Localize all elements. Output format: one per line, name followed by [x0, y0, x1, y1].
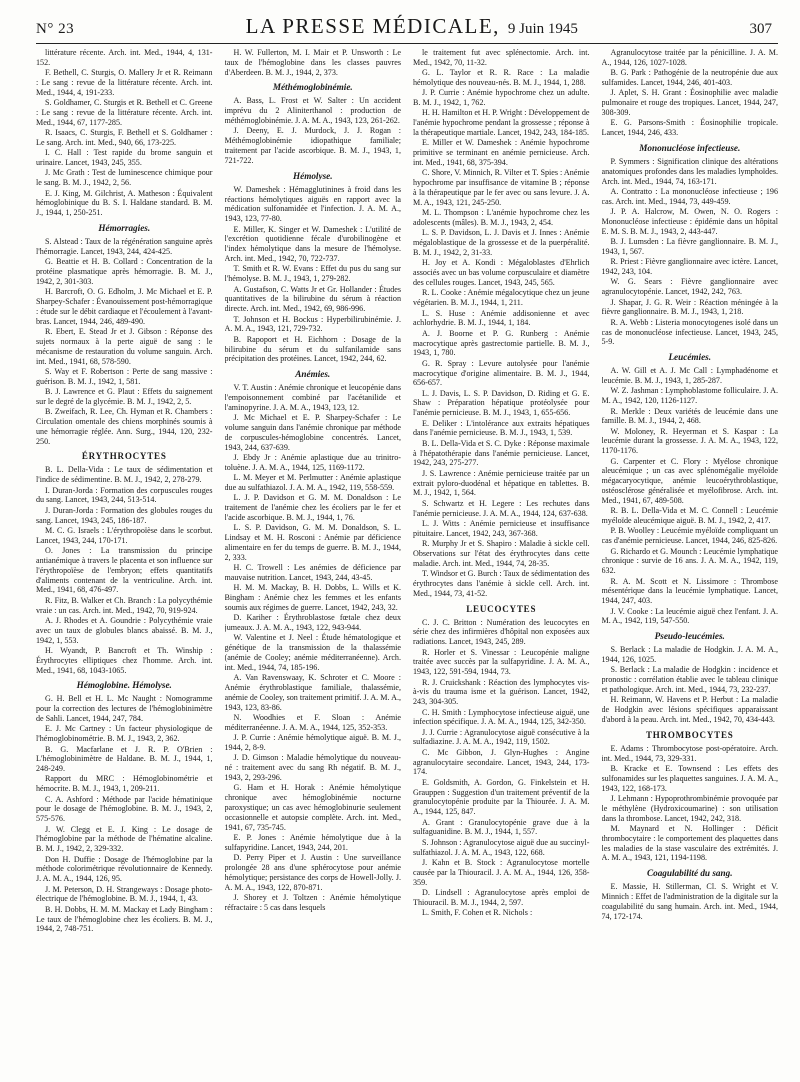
section-heading: Pseudo-leucémies.	[654, 631, 725, 642]
column-3	[413, 48, 590, 1078]
bibliography-entry: B. J. Lumsden : La fièvre ganglionnaire. B. M. J., 1943, 1, 567.	[601, 237, 778, 256]
bibliography-entry: J. Kahn et B. Stock : Agranulocytose mortelle causée par la Thiouracil. J. A. M. A., 1944, 126, 358-359.	[413, 857, 590, 887]
section-heading: LEUCOCYTES	[466, 603, 537, 614]
bibliography-entry: S. Goldhamer, C. Sturgis et R. Bethell et C. Greene : Le sang : revue de la littérature récente. Arch. int. Med., 1944, 67, 1177-285.	[36, 98, 213, 127]
bibliography-entry: A. Gustafson, C. Watts Jr et Gr. Hollander : Études quantitatives de la bilirubine du sérum à réaction directe. Arch. int. Med., 1942, 69, 986-996.	[224, 284, 401, 314]
bibliography-entry: A. Contratto : La mononucléose infectieuse ; 196 cas. Arch. int. Med., 1944, 73, 449-459.	[601, 186, 778, 206]
bibliography-entry: S. Johnson : Agranulocytose aiguë due au succinyl-sulfathiazol. J. A. M. A., 1943, 122, 668.	[413, 837, 590, 857]
bibliography-entry: C. J. C. Britton : Numération des leucocytes en série chez des infirmières d'hôpital non exposées aux radiations. Lancet, 1943, 245, 289.	[413, 617, 590, 647]
bibliography-entry: L. J. P. Davidson et G. M. M. Donaldson : Le traitement de l'anémie chez les écoliers par le fer et l'acide ascorbique. B. M. J., 1944, 1, 76.	[224, 493, 401, 522]
bibliography-entry: B. G. Macfarlane et J. R. P. O'Brien : L'hémoglobinimètre de Haldane. B. M. J., 1944, 1, 248-249.	[36, 744, 213, 774]
bibliography-entry: H. Reimann, W. Havens et P. Herbut : La maladie de Hodgkin avec lésions spécifiques apparaissant d'abord à la peau. Arch. int. Med., 1942, 70, 434-443.	[601, 695, 778, 725]
bibliography-entry: E. G. Parsons-Smith : Éosinophilie tropicale. Lancet, 1944, 246, 433.	[601, 118, 778, 138]
bibliography-entry: S. Berlack : La maladie de Hodgkin : incidence et pronostic : corrélation établie avec le tableau clinique et pathologique. Arch. int. Med., 1944, 73, 232-237.	[601, 665, 778, 695]
bibliography-entry: B. Zweifach, R. Lee, Ch. Hyman et R. Chambers : Circulation omentale des chiens morphinés soumis à une hémorragie réglée. Ann. Surg., 1944, 120, 232-250.	[36, 407, 213, 446]
bibliography-entry: J. Mc Michael et E. P. Sharpey-Schafer : Le volume sanguin dans l'anémie chronique par méthode de corpuscules-hémoglobine concentrés. Lancet, 1943, 244, 637-639.	[224, 413, 401, 452]
bibliography-entry: E. J. King, M. Gilchrist, A. Matheson : Équivalent hémoglobinique du B. S. I. Haldane standard. B. M. J., 1944, 1, 250-251.	[36, 188, 213, 218]
bibliography-entry: V. T. Austin : Anémie chronique et leucopénie dans l'empoisonnement combiné par l'acétanilide et l'aminopyrine. J. A. M. A., 1943, 123, 12.	[224, 383, 401, 412]
bibliography-entry: littérature récente. Arch. int. Med., 1944, 4, 131-152.	[36, 48, 213, 67]
bibliography-entry: E. J. Mc Cartney : Un facteur physiologique de l'hémoglobinométrie. B. M. J., 1943, 2, 362.	[36, 724, 213, 744]
bibliography-entry: C. A. Ashford : Méthode par l'acide hématinique pour le dosage de l'hémoglobine. B. M. J., 1943, 2, 575-576.	[36, 794, 213, 824]
bibliography-entry: H. Joy et A. Kondi : Mégaloblastes d'Ehrlich associés avec un bas volume corpusculaire et diamètre des cellules rouges. Lancet, 1943, 245, 565.	[413, 258, 590, 288]
bibliography-entry: J. J. Currie : Agranulocytose aiguë consécutive à la sulfadiazine. J. A. M. A., 1942, 119, 1502.	[413, 727, 590, 747]
bibliography-entry: J. S. Lawrence : Anémie pernicieuse traitée par un extrait pyloro-duodénal et hépatique en tablettes. B. M. J., 1942, 1, 564.	[413, 468, 590, 498]
bibliography-entry: J. D. Gimson : Maladie hémolytique du nouveau-né : traitement avec du sang Rh négatif. B. M. J., 1943, 2, 293-296.	[224, 753, 401, 782]
bibliography-entry: J. Aplet, S. H. Grant : Éosinophilie avec maladie pulmonaire et rouge des tropiques. Lancet, 1944, 247, 308-309.	[601, 88, 778, 117]
bibliography-entry: R. J. Cruickshank : Réaction des lymphocytes vis-à-vis du trauma isme et la guérison. Lancet, 1942, 243, 304-305.	[413, 677, 590, 707]
bibliography-entry: B. H. Dobbs, H. M. M. Mackay et Lady Bingham : Le taux de l'hémoglobine chez les écoliers. B. M. J., 1944, 2, 748-751.	[36, 904, 213, 934]
bibliography-entry: A. Van Ravenswaay, K. Schroter et C. Moore : Anémie érythroblastique familiale, thalassémie, anémie de Cooley, son traitement primitif. J. A. M. A., 1943, 123, 83-86.	[224, 673, 401, 712]
bibliography-entry: B. G. Park : Pathogénie de la neutropénie due aux sulfamides. Lancet, 1944, 246, 401-403.	[601, 68, 778, 87]
bibliography-entry: M. L. Thompson : L'anémie hypochrome chez les adolescents (mâles). B. M. J., 1943, 2, 454.	[413, 208, 590, 228]
section-heading: Coagulabilité du sang.	[646, 868, 733, 879]
bibliography-entry: R. Priest : Fièvre ganglionnaire avec ictère. Lancet, 1942, 243, 104.	[601, 257, 778, 277]
section-heading: Hémoglobine. Hémolyse.	[76, 680, 172, 691]
bibliography-entry: I. Duran-Jorda : Formation des corpuscules rouges du sang. Lancet, 1943, 244, 513-514.	[36, 485, 213, 505]
section-heading: ÉRYTHROCYTES	[81, 451, 167, 462]
bibliography-entry: H. C. Trowell : Les anémies de déficience par mauvaise nutrition. Lancet, 1943, 244, 43-45.	[224, 563, 401, 582]
bibliography-entry: T. Smith et R. W. Evans : Effet du pus du sang sur l'hémolyse. B. M. J., 1943, 1, 279-282.	[224, 264, 401, 284]
bibliography-entry: P. Symmers : Signification clinique des altérations anatomiques profondes dans les maladies lymphoïdes. Arch. int. Med., 1944, 74, 163-171.	[601, 156, 778, 186]
bibliography-entry: C. Mc Gibbon, J. Glyn-Hughes : Angine agranulocytaire secondaire. Lancet, 1943, 244, 173-174.	[413, 747, 590, 777]
bibliography-entry: R. Horler et S. Vinessar : Leucopénie maligne traitée avec succès par la sulfapyridine. J. A. M. A., 1943, 122, 591-594, 1944, 73.	[413, 647, 590, 677]
bibliography-entry: H. W. Fullerton, M. I. Mair et P. Unsworth : Le taux de l'hémoglobine dans les classes pauvres d'Aberdeen. B. M. J., 1944, 2, 373.	[224, 48, 401, 77]
bibliography-entry: R. Fitz, B. Walker et Ch. Branch : La polycythémie vraie : un cas. Arch. int. Med., 1942, 70, 919-924.	[36, 595, 213, 615]
bibliography-entry: J. P. Currie : Anémie hémolytique aiguë. B. M. J., 1944, 2, 8-9.	[224, 733, 401, 752]
issue-date: 9 Juin 1945	[507, 21, 578, 37]
bibliography-entry: J. P. A. Halcrow, M. Owen, N. O. Rogers : Mononucléose infectieuse : épidémie dans un hôpital E. M. S. B. M. J., 1943, 2, 443-447.	[601, 207, 778, 236]
bibliography-entry: E. Miller, K. Singer et W. Dameshek : L'utilité de l'excrétion quotidienne fécale d'urobilinogène et l'index hémolytique dans la mesure de l'hémolyse. Arch. int. Med., 1942, 70, 722-737.	[224, 224, 401, 264]
bibliography-entry: L. J. Davis, L. S. P. Davidson, D. Riding et G. E. Shaw : Préparation hépatique protéolysée pour l'anémie pernicieuse. B. M. J., 1943, 1, 655-656.	[413, 388, 590, 418]
bibliography-entry: J. Shorey et J. Toltzen : Anémie hémolytique réfractaire : 5 cas dans lesquels	[224, 892, 401, 912]
bibliography-entry: W. Z. Jashman : Lymphoblastome folliculaire. J. A. M. A., 1942, 120, 1126-1127.	[601, 386, 778, 406]
bibliography-entry: P. B. Woolley : Leucémie myéloïde compliquant un cas d'anémie pernicieuse. Lancet, 1944, 246, 825-826.	[601, 526, 778, 546]
bibliography-entry: G. R. Spray : Levure autolysée pour l'anémie macrocytique d'origine alimentaire. B. M. J., 1944, 656-657.	[413, 358, 590, 388]
column-1	[36, 48, 213, 1078]
bibliography-entry: W. G. Sears : Fièvre ganglionnaire avec agranulocytopénie. Lancet, 1942, 242, 763.	[601, 277, 778, 297]
bibliography-entry: W. Valentine et J. Neel : Étude hématologique et génétique de la transmission de la thalassémie (anémie de Cooley; anémie méditerranéenne). Arch. int. Med., 1944, 74, 185-196.	[224, 633, 401, 672]
bibliography-entry: J. Lehmann : Hypoprothrombinémie provoquée par le méthylène (Hydroxicoumarine) : son utilisation dans la thrombose. Lancet, 1942, 242, 318.	[601, 793, 778, 823]
bibliography-entry: E. P. Jones : Anémie hémolytique due à la sulfapyridine. Lancet, 1943, 244, 201.	[224, 832, 401, 852]
bibliography-entry: L. S. P. Davidson, L. J. Davis et J. Innes : Anémie mégaloblastique de la grossesse et de la puerpéralité. B. M. J., 1942, 2, 31-33.	[413, 228, 590, 258]
bibliography-entry: A. W. Gill et A. J. Mc Call : Lymphadénome et leucémie. B. M. J., 1943, 1, 285-287.	[601, 366, 778, 386]
bibliography-entry: A. J. Rhodes et A. Goundrie : Polycythémie vraie avec un taux de globules blancs abaissé. B. M. J., 1942, 1, 553.	[36, 615, 213, 645]
bibliography-entry: B. Rapoport et H. Eichhorn : Dosage de la bilirubine du sérum et du sulfanilamide sans précipitation des protéines. Lancet, 1942, 244, 62.	[224, 334, 401, 364]
bibliography-entry: B. L. Della-Vida : Le taux de sédimentation et l'indice de sédimentine. B. M. J., 1942, 2, 278-279.	[36, 465, 213, 485]
section-heading: Méthémoglobinémie.	[272, 82, 353, 93]
column-2	[225, 48, 402, 1078]
bibliography-entry: G. Richardo et G. Mounch : Leucémie lymphatique chronique : survie de 16 ans. J. A. M. A., 1942, 119, 632.	[601, 546, 778, 576]
bibliography-entry: H. Wyandt, P. Bancroft et Th. Winship : Érythrocytes elliptiques chez l'homme. Arch. int. Med., 1941, 68, 1043-1065.	[36, 645, 213, 675]
bibliography-entry: G. Beattie et H. B. Collard : Concentration de la protéine plasmatique après hémorragie. B. M. J., 1942, 2, 301-303.	[36, 257, 213, 286]
bibliography-entry: A. Bass, L. Frost et W. Salter : Un accident imprévu du 2 Aliniterthanol : production de méthémoglobinémie. J. A. M. A., 1943, 123, 261-262.	[224, 96, 401, 126]
text-columns	[36, 48, 778, 1078]
bibliography-entry: E. Massie, H. Stillerman, Cl. S. Wright et V. Minnich : Effet de l'administration de la digitale sur la coagulabilité du sang humain. Arch. int. Med., 1944, 74, 172-174.	[601, 882, 778, 921]
bibliography-entry: S. Schwartz et H. Legere : Les rechutes dans l'anémie pernicieuse. J. A. M. A., 1944, 124, 637-638.	[413, 498, 590, 518]
bibliography-entry: S. Alstead : Taux de la régénération sanguine après l'hémorragie. Lancet, 1943, 244, 424-425.	[36, 237, 213, 256]
bibliography-entry: E. Miller et W. Dameshek : Anémie hypochrome primitive se terminant en anémie pernicieuse. Arch. int. Med., 1941, 68, 375-394.	[413, 138, 590, 168]
column-4	[602, 48, 779, 1078]
section-heading: Leucémies.	[668, 352, 712, 363]
bibliography-entry: M. Maynard et N. Hollinger : Déficit thrombocytaire : le comportement des plaquettes dans les maladies de la stase vasculaire des extrémités. J. A. M. A., 1943, 121, 1194-1198.	[601, 823, 778, 863]
bibliography-entry: I. C. Hall : Test rapide du brome sanguin et urinaire. Lancet, 1943, 245, 355.	[36, 148, 213, 168]
bibliography-entry: Don H. Duffie : Dosage de l'hémoglobine par la méthode colorimétrique révolutionnaire de Kennedy. J. A. M. A., 1944, 126, 95.	[36, 854, 213, 884]
bibliography-entry: F. Bethell, C. Sturgis, O. Mallery Jr et R. Reimann : Le sang : revue de la littérature récente. Arch. int. Med., 1944, 4, 191-233.	[36, 68, 213, 97]
bibliography-entry: le traitement fut avec splénectomie. Arch. int. Med., 1942, 70, 11-32.	[413, 48, 590, 67]
bibliography-entry: G. H. Bell et H. L. Mc Naught : Nomogramme pour la correction des lectures de l'hémoglobinimètre de Sahli. Lancet, 1944, 247, 784.	[36, 694, 213, 724]
bibliography-entry: T. Windsor et G. Burch : Taux de sédimentation des érythrocytes dans l'anémie à sickle cell. Arch. int. Med., 1944, 73, 41-52.	[413, 569, 590, 598]
bibliography-entry: L. S. P. Davidson, G. M. M. Donaldson, S. L. Lindsay et M. H. Rosconi : Anémie par déficience alimentaire en fer du temps de guerre. B. M. J., 1944, 2, 333.	[224, 523, 401, 562]
bibliography-entry: E. Deliker : L'intolérance aux extraits hépatiques dans l'anémie pernicieuse. B. M. J., 1943, 1, 539.	[413, 418, 590, 438]
bibliography-entry: A. Grant : Granulocytopénie grave due à la sulfaguanidine. B. M. J., 1944, 1, 557.	[413, 817, 590, 837]
bibliography-entry: J. Mc Grath : Test de luminescence chimique pour le sang. B. M. J., 1942, 2, 56.	[36, 168, 213, 188]
bibliography-entry: J. V. Cooke : La leucémie aiguë chez l'enfant. J. A. M. A., 1942, 119, 547-550.	[601, 606, 778, 626]
bibliography-entry: D. Perry Piper et J. Austin : Une surveillance prolongée 28 ans d'une sphérocytose pour anémie hémolytique; persistance des corps de Howell-Jolly. J. A. M. A., 1943, 122, 870-871.	[224, 853, 401, 892]
bibliography-entry: G. Carpenter et C. Flory : Myélose chronique aleucémique ; un cas avec splénomégalie myéloïde mégacaryocytique, anémie leucoérythroblastique, ostéosclérose généralisée et myélofibrose. Arch. int. Med., 1941, 67, 489-508.	[601, 456, 778, 505]
bibliography-entry: B. L. Della-Vida et S. C. Dyke : Réponse maximale à l'hépatothérapie dans l'anémie pernicieuse. Lancet, 1942, 243, 275-277.	[413, 438, 590, 468]
bibliography-entry: Rapport du MRC : Hémoglobinométrie et hémocrite. B. M. J., 1943, 1, 209-211.	[36, 774, 213, 794]
bibliography-entry: D. Lindsell : Agranulocytose après emploi de Thiouracil. B. M. J., 1944, 2, 597.	[413, 887, 590, 907]
bibliography-entry: R. L. Cooke : Anémie mégalocytique chez un jeune végétarien. B. M. J., 1944, 1, 211.	[413, 288, 590, 308]
bibliography-entry: D. Kariher : Érythroblastose fœtale chez deux jumeaux. J. A. M. A., 1943, 122, 943-944.	[224, 613, 401, 633]
bibliography-entry: R. A. M. Scott et N. Lissimore : Thrombose mésentérique dans la leucémie lymphatique. Lancet, 1944, 247, 403.	[601, 576, 778, 606]
bibliography-entry: R. Isaacs, C. Sturgis, F. Bethell et S. Goldhamer : Le sang. Arch. int. Med., 940, 66, 173-225.	[36, 128, 213, 147]
bibliography-entry: J. Duran-Jorda : Formation des globules rouges du sang. Lancet, 1943, 245, 186-187.	[36, 505, 213, 525]
bibliography-entry: L. S. Huse : Anémie addisonienne et avec achlorhydrie. B. M. J., 1944, 1, 184.	[413, 308, 590, 328]
journal-title: LA PRESSE MÉDICALE,	[245, 14, 500, 38]
journal-masthead	[246, 14, 578, 39]
bibliography-entry: Agranulocytose traitée par la pénicilline. J. A. M. A., 1944, 126, 1027-1028.	[601, 48, 778, 67]
bibliography-entry: M. C. G. Israels : L'érythropoïèse dans le scorbut. Lancet, 1943, 244, 170-171.	[36, 525, 213, 545]
bibliography-entry: O. Jones : La transmission du principe antianémique à travers le placenta et son influence sur l'érythropoïèse de l'embryon; effets quantitatifs d'aliments contenant de la ventriculine. Arch. int. Med., 1941, 68, 476-497.	[36, 546, 213, 595]
bibliography-entry: B. J. Lawrence et G. Plaut : Effets du saignement sur le degré de la glycémie. B. M. J., 1942, 2, 5.	[36, 387, 213, 406]
bibliography-entry: W. Dameshek : Hémagglutinines à froid dans les réactions hémolytiques aiguës en rapport avec la médication sulfonamidée et l'infection. J. A. M. A., 1943, 123, 77-80.	[224, 184, 401, 224]
bibliography-entry: G. L. Taylor et R. R. Race : La maladie hémolytique des nouveau-nés. B. M. J., 1944, 1, 288.	[413, 68, 590, 87]
section-heading: THROMBOCYTES	[645, 729, 734, 740]
bibliography-entry: A. J. Boorne et P. G. Runberg : Anémie macrocytique après gastrectomie partielle. B. M. J., 1943, 1, 780.	[413, 328, 590, 358]
bibliography-entry: R. Ebert, E. Stead Jr et J. Gibson : Réponse des sujets normaux à la perte aiguë de sang : le mécanisme de restauration du volume sanguin. Arch. int. Med., 1941, 68, 578-590.	[36, 327, 213, 366]
running-header	[36, 14, 778, 44]
bibliography-entry: B. Kracke et E. Townsend : Les effets des sulfonamides sur les plaquettes sanguines. J. A. M. A., 1943, 122, 168-173.	[601, 764, 778, 793]
bibliography-entry: J. Shapar, J. G. R. Weir : Réaction méningée à la fièvre ganglionnaire. B. M. J., 1943, 1, 218.	[601, 297, 778, 317]
bibliography-entry: S. Berlack : La maladie de Hodgkin. J. A. M. A., 1944, 126, 1025.	[601, 645, 778, 665]
bibliography-entry: L. Smith, F. Cohen et R. Nichols :	[422, 908, 533, 918]
bibliography-entry: G. Ham et H. Horak : Anémie hémolytique chronique avec hémoglobinémie nocturne paroxystique; un cas avec hémoglobinurie seulement occasionnelle et autopsie complète. Arch. int. Med., 1941, 67, 735-745.	[224, 783, 401, 832]
bibliography-entry: E. Adams : Thrombocytose post-opératoire. Arch. int. Med., 1944, 73, 329-331.	[601, 743, 778, 763]
bibliography-entry: N. Woodhies et F. Sloan : Anémie méditerranéenne. J. A. M. A., 1944, 125, 352-353.	[224, 713, 401, 732]
bibliography-entry: H. H. Hamilton et H. P. Wright : Développement de l'anémie hypochrome pendant la grossesse ; réponse à la thérapeutique martiale. Lancet, 1942, 243, 184-185.	[413, 108, 590, 138]
bibliography-entry: L. M. Meyer et M. Perlmutter : Anémie aplastique due au sulfathiazol. J. A. M. A., 1942, 119, 558-559.	[224, 473, 401, 492]
bibliography-entry: C. Shore, V. Minnich, R. Vilter et T. Spies : Anémie hypochrome par insuffisance de vitamine B ; réponse à la thérapeutique par le fer avec ou sans levure. J. A. M. A., 1943, 121, 245-250.	[413, 168, 590, 207]
bibliography-entry: R. Murphy Jr et S. Shapiro : Maladie à sickle cell. Observations sur l'état des érythrocytes dans cette maladie. Arch. int. Med., 1944, 74, 28-35.	[413, 539, 590, 568]
bibliography-entry: R. A. Webb : Listeria monocytogenes isolé dans un cas de mononucléose infectieuse. Lancet, 1943, 245, 5-9.	[601, 317, 778, 347]
bibliography-entry: J. Ebdy Jr : Anémie aplastique due au trinitro-toluène. J. A. M. A., 1944, 125, 1169-1172.	[224, 452, 401, 472]
bibliography-entry: R. Merkle : Deux variétés de leucémie dans une famille. B. M. J., 1944, 2, 468.	[601, 406, 778, 426]
section-heading: Hémolyse.	[292, 170, 333, 181]
bibliography-entry: H. M. M. Mackay, B. H. Dobbs, L. Wills et K. Bingham : Anémie chez les femmes et les enfants soumis aux régimes de guerre. Lancet, 1942, 243, 32.	[224, 583, 401, 612]
bibliography-entry: J. M. Peterson, D. H. Strangeways : Dosage photo-électrique de l'hémoglobine. B. M. J., 1944, 1, 43.	[36, 884, 213, 904]
bibliography-entry: E. Goldsmith, A. Gordon, G. Finkelstein et H. Grauppen : Suggestion d'un traitement préventif de la granulocytopénie produite par la Thiourée. J. A. M. A., 1944, 125, 847.	[413, 777, 590, 817]
bibliography-entry: C. H. Smith : Lymphocytose infectieuse aiguë, une infection spécifique. J. A. M. A., 1944, 125, 342-350.	[413, 707, 590, 727]
page-number: 307	[749, 21, 772, 37]
section-heading: Mononucléose infectieuse.	[639, 142, 741, 153]
bibliography-entry: T. Johnson et H. Bockus : Hyperbilirubinémie. J. A. M. A., 1943, 121, 729-732.	[224, 314, 401, 334]
bibliography-entry: S. Way et F. Robertson : Perte de sang massive : guérison. B. M. J., 1942, 1, 581.	[36, 366, 213, 386]
issue-number: N° 23	[36, 21, 75, 37]
bibliography-entry: R. B. L. Della-Vida et M. C. Connell : Leucémie myéloïde aleucémique aiguë. B. M. J., 1942, 2, 417.	[601, 506, 778, 526]
section-heading: Anémies.	[295, 369, 331, 380]
section-heading: Hémorragies.	[98, 223, 151, 234]
bibliography-entry: J. W. Clegg et E. J. King : Le dosage de l'hémoglobine par la méthode de l'hématine alcaline. B. M. J., 1942, 2, 329-332.	[36, 824, 213, 854]
bibliography-entry: L. J. Witts : Anémie pernicieuse et insuffisance pituitaire. Lancet, 1942, 243, 367-368.	[413, 518, 590, 538]
bibliography-entry: J. P. Currie : Anémie hypochrome chez un adulte. B. M. J., 1942, 1, 762.	[413, 88, 590, 108]
bibliography-entry: H. Barcroft, O. G. Edholm, J. Mc Michael et E. P. Sharpey-Schafer : Évanouissement post-hémorragique : étude sur le débit cardiaque et l'écoulement à l'avant-bras. Lancet, 1944, 246, 489-490.	[36, 287, 213, 326]
bibliography-entry: W. Moloney, R. Heyerman et S. Kaspar : La leucémie durant la grossesse. J. A. M. A., 1943, 122, 1170-1176.	[601, 426, 778, 456]
bibliography-entry: J. Deeny, E. J. Murdock, J. J. Rogan : Méthémoglobinémie idiopathique familiale; traitement par l'acide ascorbique. B. M. J., 1943, 1, 721-722.	[224, 126, 401, 165]
